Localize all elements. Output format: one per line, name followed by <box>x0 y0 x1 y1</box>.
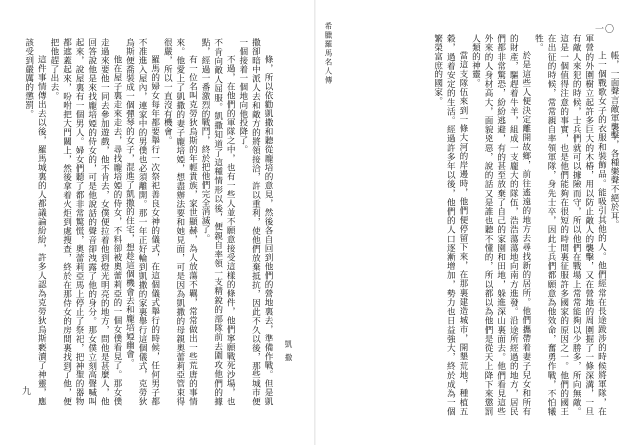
paragraph: 條，所以依勸凱撒和聽從龐培的意見，然後各自回到他們的營地裏去，準備作戰。但是凱撒卻暗中派人去和敵方的將領接洽，許以重利，使他們放棄抵抗，因此不久以後，那些城市便一個接着一個地向他投降了。 <box>237 38 273 406</box>
paragraph: 他在屋子裏走來走去，尋找龐培婭的侍女，不料卻被奧蕾莉亞的一個女僕看見了。那女僕走過來要他一同去參加遊戲，他不肯去，女僕便拉着他到燈光明亮的地方，問他是甚麼人，他回答說他是來找龐培婭的侍女的，可是他說話的聲音卻洩露了他的身分。那女僕立刻高聲喊叫起來，說屋裏有一個男人。婦女們聽了都非常驚慌，奧蕾莉亞馬上停止了祭祀，把神聖的器物都遮蓋起來，吩咐把大門關上，然後拿着火炬到處搜查，終於在那侍女的房間裏找到了他，便把他趕了出去。 <box>48 38 122 406</box>
left-page-body <box>23 38 274 406</box>
left-page <box>0 0 314 445</box>
paragraph: 當這支隊伍來到一條大河的岸邊時，他們便停留下來，在那裏建造城市，開墾荒地，種植五穀，過着安定的生活。經過許多年以後，他們的人口逐漸增加，勢力也日益強大，終於成為一個繁榮富庶的國家。 <box>432 34 468 416</box>
paragraph: 這件事情傳出去以後，羅馬城裏的人都議論紛紛，許多人認為克勞狄烏斯褻瀆了神靈，應該受到嚴厲的懲罰。 <box>23 38 47 406</box>
right-page <box>316 0 630 445</box>
right-page-body <box>344 34 620 416</box>
paragraph: 有一位名叫克勞狄烏斯的年輕貴族，家世顯赫，為人放蕩不羈，常常做出一些荒唐的事情來。他愛上了凱撒的妻子龐培婭，想盡辦法要和她見面，可是因為凱撒的母親奧蕾莉亞管束得很嚴，所以一直沒有機會。 <box>162 38 198 406</box>
paragraph: 不過，在他們的軍隊之中，也有一些人並不願意接受這樣的條件，他們寧願戰死沙場，也不肯向敵人屈服。凱撒知道了這種情形以後，便親自率領一支精銳的部隊前去圍攻他們的據點，經過一番激烈的戰鬥，終於把他們完全消滅了。 <box>200 38 236 406</box>
running-head: 希臘羅馬名人傳 <box>324 22 333 85</box>
paragraph: 於是這些人便決定離開故鄉，前往遙遠的地方去尋找新的居所。他們攜帶着妻子兒女和所有的財產，驅趕着牛羊，組成一支龐大的隊伍，浩浩蕩蕩地向南方進發。沿途所經過的地方，居民們都非常驚恐，紛紛逃避，有的甚至放棄了自己的家園和田地，躲進深山裏面去。他們看見這些外來的人身材高大，面貌兇惡，說的話又是誰也聽不懂的，所以都以為他們是從天上降下來懲罰人類的神靈。 <box>470 34 531 416</box>
paragraph: 上一個戰歌女子的衣服和裝飾品。能吸引其他的人。他們經常在長途跋涉的時候將軍隊，在軍營的外圍樹立起許多巨大的木椿，用以防止敵人的襲擊，又在營地的周圍掘了一條深溝，一旦有敵人來犯的時候，士兵們就可以據險而守，所以他們在戰場上常常能夠以少勝多，所向無敵。這是一個值得注意的事實，也是他們能夠在很短的時間裏征服許多國家的原因之一。他們的國王在出征的時候，常常親自率領軍隊，身先士卒，因此士兵們都願意為他效命，奮勇作戰，不怕犧牲。 <box>533 34 607 416</box>
running-head: 凱撒 <box>284 340 293 367</box>
page-number: 一〇 <box>594 25 615 35</box>
paragraph: 帳，一面聲言敵軍襲擊，各種樂聲不絕於耳。 <box>609 51 619 230</box>
paragraph: 羅馬的婦女每年都要舉行一次祭祀善良女神的儀式，在這個儀式舉行的時候，任何男子都不准進入屋內，連家中的男僕也必須離開。那一年正好輪到凱撒的家裏舉行這個儀式，克勞狄烏斯便喬裝成一個彈琴的女子，混進了凱撒的住宅，想趁這個機會去和龐培婭幽會。 <box>124 38 160 406</box>
page-number: 九 <box>22 387 33 397</box>
